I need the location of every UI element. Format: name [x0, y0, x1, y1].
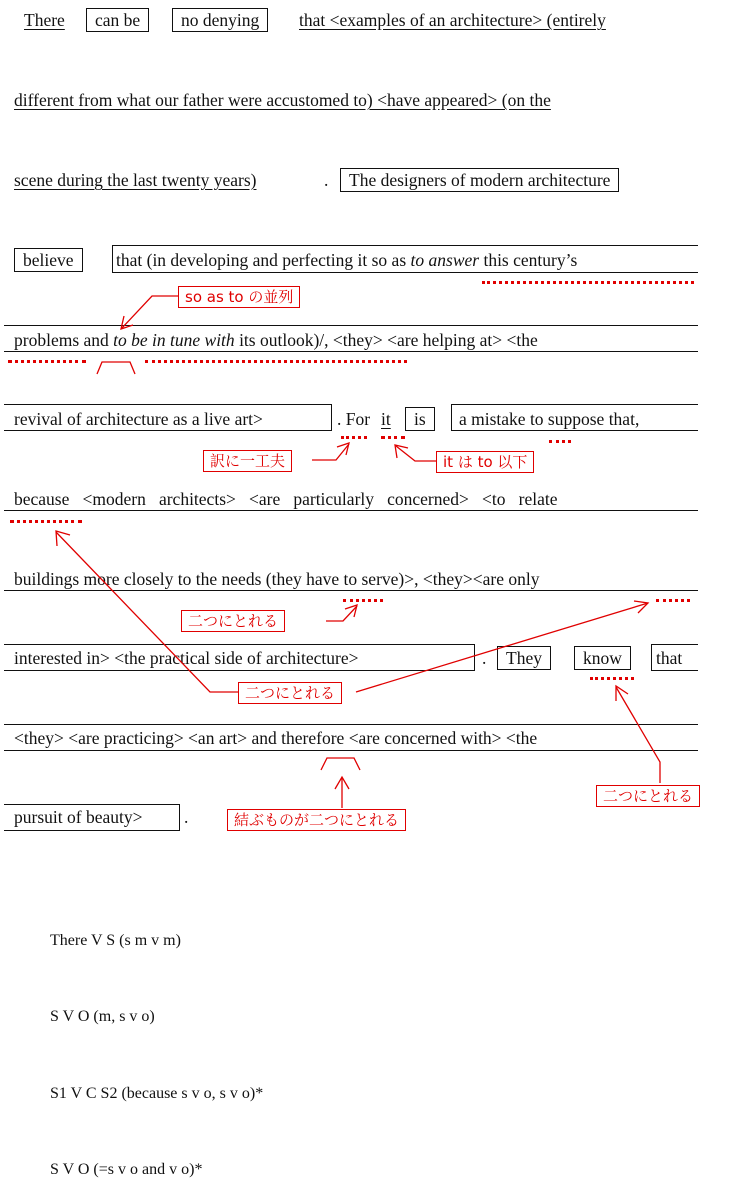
- phrase-to-answer: to answer: [410, 250, 480, 270]
- arrow-two-ways-2b: [356, 603, 648, 692]
- arrow-two-ways-3: [616, 687, 660, 783]
- note-two-ways-1: 二つにとれる: [181, 610, 285, 632]
- line11-period: .: [184, 807, 189, 827]
- arrowhead-translation: [337, 443, 349, 455]
- line4-clause-b: this century’s: [479, 250, 578, 270]
- note-two-ways-2: 二つにとれる: [238, 682, 342, 704]
- line4-clause-a: that (in developing and perfecting it so as: [116, 250, 411, 270]
- line9-interested: interested in> <the practical side of architecture>: [14, 648, 359, 668]
- phrase-to-be-in-tune: to be in tune with: [113, 330, 235, 350]
- word-that: that: [656, 648, 683, 668]
- arrowhead-two-ways-3: [616, 686, 628, 701]
- note-two-ways-3: 二つにとれる: [596, 785, 700, 807]
- line6-for: . For: [337, 409, 371, 429]
- box-no-denying: no denying: [172, 8, 268, 32]
- line6-mistake: a mistake to suppose that,: [459, 409, 640, 429]
- formula-2: S V O (m, s v o): [50, 1008, 155, 1025]
- line10-text: <they> <are practicing> <an art> and therefore <are concerned with> <the: [14, 728, 538, 748]
- box-designers: The designers of modern architecture: [340, 168, 619, 192]
- arrow-two-ways-1: [326, 606, 357, 621]
- arrow-it-to: [396, 446, 436, 461]
- note-translation: 訳に一工夫: [203, 450, 292, 472]
- line7-text: because <modern architects> <are particularly concerned> <to relate: [14, 489, 558, 509]
- box-they: They: [497, 646, 551, 670]
- box-know: know: [574, 646, 631, 670]
- line3-text: scene during the last twenty years): [14, 170, 257, 190]
- arrow-translation: [312, 444, 349, 460]
- formula-4: S V O (=s v o and v o)*: [50, 1161, 203, 1178]
- line9-dot: .: [482, 648, 487, 668]
- parallel-marker-1: [97, 362, 135, 374]
- formula-3: S1 V C S2 (because s v o, s v o)*: [50, 1085, 264, 1102]
- parallel-marker-2: [321, 758, 360, 770]
- arrowhead-two-ways-1: [345, 605, 357, 617]
- word-it: it: [381, 409, 391, 429]
- word-there: There: [24, 10, 65, 30]
- note-it-to: it は to 以下: [436, 451, 534, 473]
- line5-a: problems and: [14, 330, 114, 350]
- line1-rest: that <examples of an architecture> (entirely: [299, 10, 606, 30]
- box-is: is: [405, 407, 435, 431]
- line8-text: buildings more closely to the needs (they have to serve)>, <they><are only: [14, 569, 540, 589]
- line5-b: its outlook)/, <they> <are helping at> <the: [234, 330, 538, 350]
- box-can-be: can be: [86, 8, 149, 32]
- note-binding: 結ぶものが二つにとれる: [227, 809, 406, 831]
- box-believe: believe: [14, 248, 83, 272]
- arrow-so-as-to: [122, 296, 178, 328]
- line11-pursuit: pursuit of beauty>: [14, 807, 143, 827]
- formula-1: There V S (s m v m): [50, 932, 181, 949]
- line2-text: different from what our father were accustomed to) <have appeared> (on the: [14, 90, 551, 110]
- line6-revival: revival of architecture as a live art>: [14, 409, 263, 429]
- line3-period: .: [324, 170, 329, 190]
- note-so-as-to: so as to の並列: [178, 286, 300, 308]
